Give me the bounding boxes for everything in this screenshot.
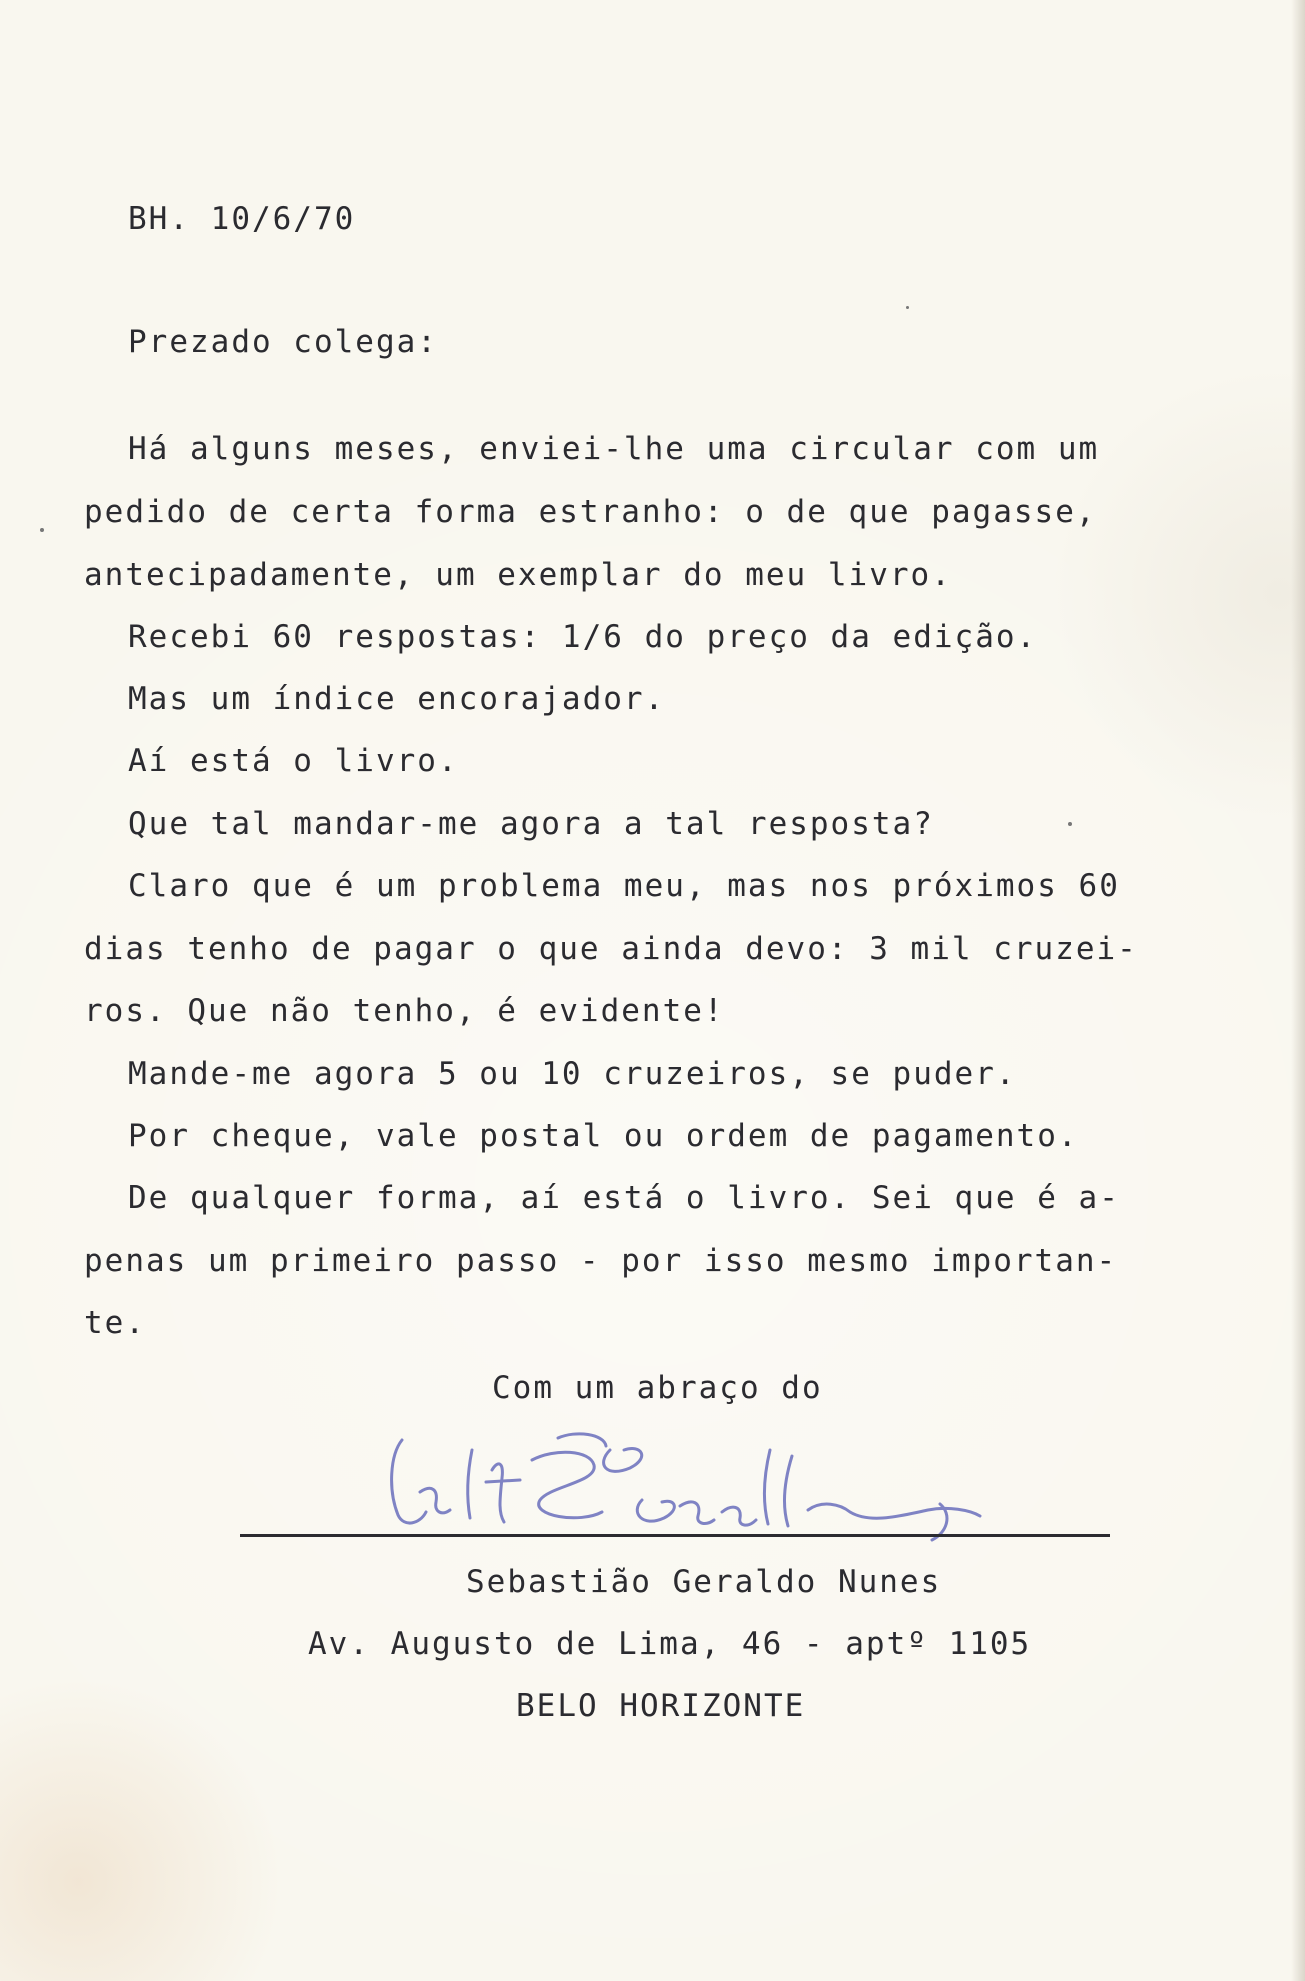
signature-strokes — [392, 1434, 980, 1540]
body-line: Recebi 60 respostas: 1/6 do preço da edição. — [128, 619, 1038, 655]
body-line: pedido de certa forma estranho: o de que pagasse, — [84, 494, 1097, 530]
paper-speck — [40, 528, 44, 532]
body-line: Mas um índice encorajador. — [128, 681, 666, 717]
body-line: Há alguns meses, enviei-lhe uma circular com um — [128, 431, 1100, 467]
signature-line — [240, 1534, 1110, 1537]
letter-closing: Com um abraço do — [492, 1370, 823, 1406]
paper-edge — [1291, 0, 1305, 1981]
letter-salutation: Prezado colega: — [128, 324, 438, 360]
body-line: te. — [84, 1305, 146, 1341]
body-line: Claro que é um problema meu, mas nos próximos 60 — [128, 868, 1120, 904]
body-line: Aí está o livro. — [128, 743, 459, 779]
body-line: antecipadamente, um exemplar do meu livro. — [84, 557, 952, 593]
sender-address: Av. Augusto de Lima, 46 - aptº 1105 — [308, 1626, 1032, 1662]
paper-speck — [1068, 822, 1072, 826]
sender-name: Sebastião Geraldo Nunes — [466, 1564, 942, 1600]
sender-city: BELO HORIZONTE — [516, 1688, 806, 1724]
body-line: ros. Que não tenho, é evidente! — [84, 993, 725, 1029]
body-line: Que tal mandar-me agora a tal resposta? — [128, 806, 934, 842]
body-line: De qualquer forma, aí está o livro. Sei que é a- — [128, 1180, 1120, 1216]
paper-speck — [906, 306, 909, 309]
body-line: penas um primeiro passo - por isso mesmo importan- — [84, 1243, 1118, 1279]
body-line: Mande-me agora 5 ou 10 cruzeiros, se puder. — [128, 1056, 1017, 1092]
handwritten-signature — [380, 1420, 1030, 1550]
body-line: dias tenho de pagar o que ainda devo: 3 mil cruzei- — [84, 931, 1138, 967]
body-line: Por cheque, vale postal ou ordem de pagamento. — [128, 1118, 1079, 1154]
letter-date: BH. 10/6/70 — [128, 201, 356, 237]
